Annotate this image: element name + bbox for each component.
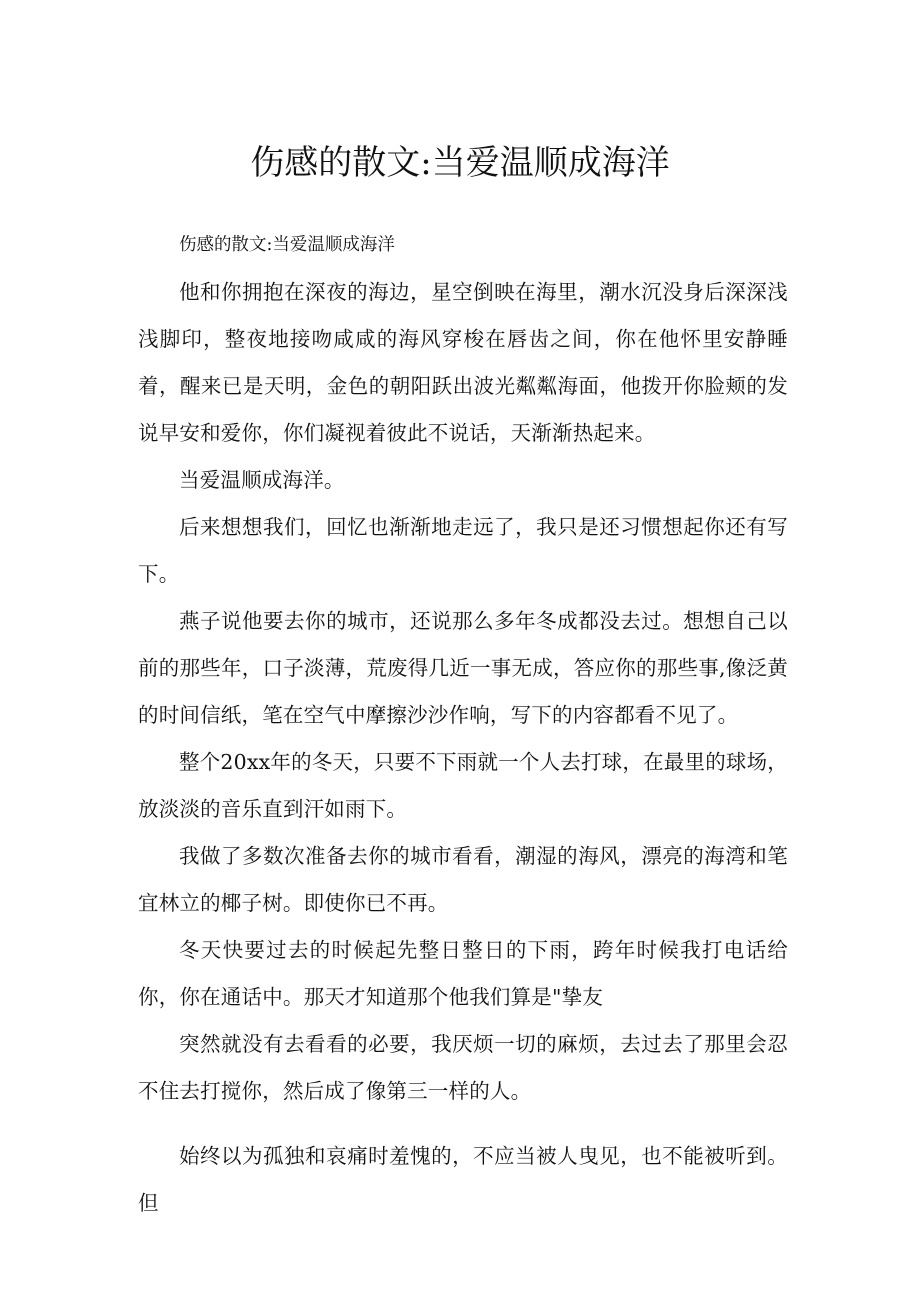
paragraph: 始终以为孤独和哀痛时羞愧的，不应当被人曳见，也不能被听到。但 (138, 1144, 788, 1215)
paragraph: 后来想想我们，回忆也渐渐地走远了，我只是还习惯想起你还有写下。 (138, 515, 788, 586)
subtitle-paragraph: 伤感的散文:当爱温顺成海洋 (179, 235, 395, 255)
paragraph: 突然就没有去看看的必要，我厌烦一切的麻烦，去过去了那里会忍不住去打搅你，然后成了像第三一样的人。 (138, 1032, 788, 1103)
document-body (138, 222, 788, 1227)
paragraph: 燕子说他要去你的城市，还说那么多年冬成都没去过。想想自己以前的那些年，口子淡薄，荒废得几近一事无成，答应你的那些事,像泛黄的时间信纸，笔在空气中摩擦沙沙作响，写下的内容都看不见了。 (138, 609, 788, 727)
document-title: 伤感的散文:当爱温顺成海洋 (250, 143, 670, 183)
paragraph: 冬天快要过去的时候起先整日整日的下雨，跨年时候我打电话给你，你在通话中。那天才知道那个他我们算是"挚友 (138, 938, 788, 1009)
paragraph: 我做了多数次准备去你的城市看看，潮湿的海风，漂亮的海湾和笔宜林立的椰子树。即使你已不再。 (138, 844, 788, 915)
paragraph: 他和你拥抱在深夜的海边，星空倒映在海里，潮水沉没身后深深浅浅脚印，整夜地接吻咸咸的海风穿梭在唇齿之间，你在他怀里安静睡着，醒来已是天明，金色的朝阳跃出波光粼粼海面，他拨开你脸颊的发说早安和爱你，你们凝视着彼此不说话，天渐渐热起来。 (138, 280, 788, 445)
paragraph: 当爱温顺成海洋。 (179, 468, 345, 492)
paragraph: 整个20xx年的冬天，只要不下雨就一个人去打球，在最里的球场，放淡淡的音乐直到汗如雨下。 (138, 750, 788, 821)
